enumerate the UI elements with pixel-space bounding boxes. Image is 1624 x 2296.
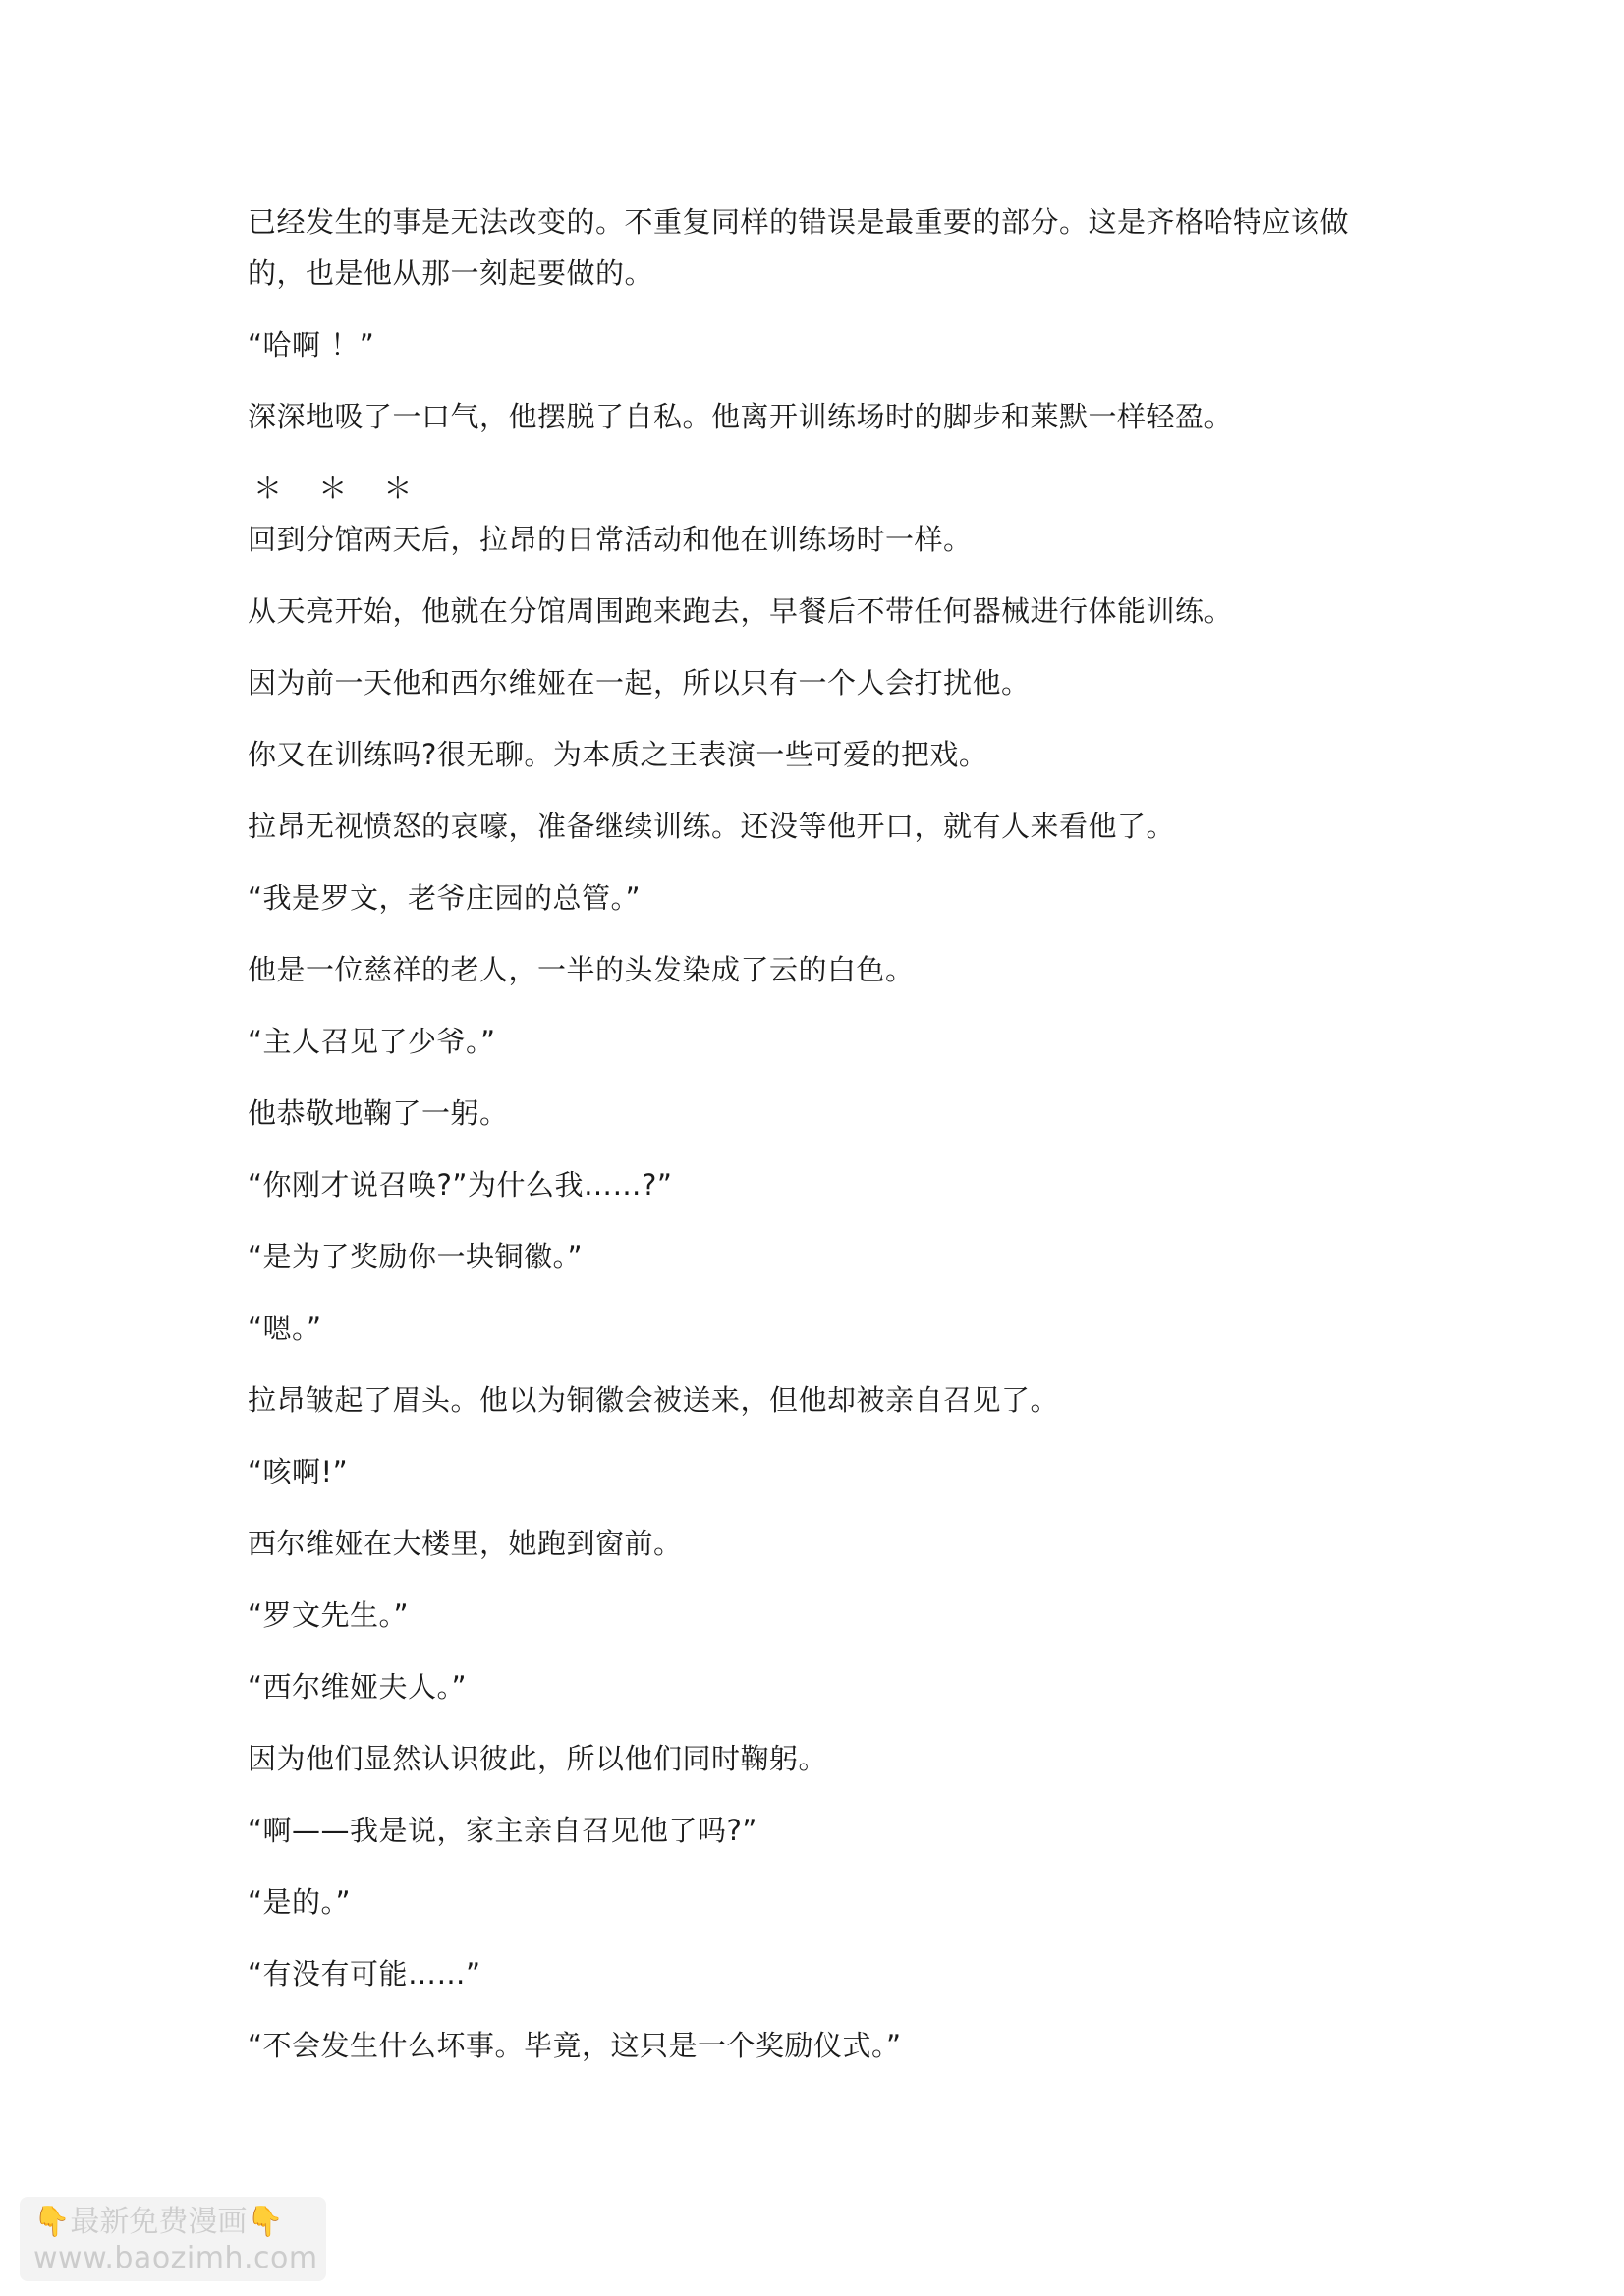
paragraph: “是的。”: [248, 1885, 352, 1919]
paragraph: “啊——我是说，家主亲自召见他了吗?”: [248, 1814, 757, 1847]
watermark-url: www.baozimh.com: [33, 2241, 318, 2275]
paragraph: 已经发生的事是无法改变的。不重复同样的错误是最重要的部分。这是齐格哈特应该做的，也是他从那一刻起要做的。: [248, 205, 1350, 290]
paragraph: “你刚才说召唤?”为什么我……?”: [248, 1168, 673, 1202]
paragraph: 从天亮开始，他就在分馆周围跑来跑去，早餐后不带任何器械进行体能训练。: [248, 594, 1234, 628]
paragraph: “嗯。”: [248, 1312, 322, 1345]
paragraph: “我是罗文，老爷庄园的总管。”: [248, 881, 642, 915]
paragraph: “是为了奖励你一块铜徽。”: [248, 1240, 584, 1273]
watermark-slogan: 最新免费漫画: [70, 2205, 248, 2239]
paragraph: “有没有可能……”: [248, 1957, 481, 1990]
paragraph: “哈啊 ！”: [248, 328, 375, 362]
paragraph: 拉昂无视愤怒的哀嚎，准备继续训练。还没等他开口，就有人来看他了。: [248, 810, 1176, 843]
paragraph: “不会发生什么坏事。毕竟，这只是一个奖励仪式。”: [248, 2029, 902, 2062]
paragraph: “罗文先生。”: [248, 1598, 410, 1632]
paragraph: “主人召见了少爷。”: [248, 1025, 496, 1058]
paragraph: 拉昂皱起了眉头。他以为铜徽会被送来，但他却被亲自召见了。: [248, 1383, 1060, 1417]
pointing-down-hand-icon: 👇: [247, 2205, 284, 2239]
paragraph: 因为前一天他和西尔维娅在一起，所以只有一个人会打扰他。: [248, 666, 1031, 700]
paragraph: 深深地吸了一口气，他摆脱了自私。他离开训练场时的脚步和莱默一样轻盈。: [248, 400, 1234, 433]
watermark-line1: [33, 2205, 284, 2240]
paragraph: “西尔维娅夫人。”: [248, 1670, 468, 1704]
paragraph: 你又在训练吗?很无聊。为本质之王表演一些可爱的把戏。: [248, 738, 988, 771]
paragraph: 因为他们显然认识彼此，所以他们同时鞠躬。: [248, 1742, 828, 1775]
paragraph: 回到分馆两天后，拉昂的日常活动和他在训练场时一样。: [248, 523, 973, 556]
paragraph: 西尔维娅在大楼里，她跑到窗前。: [248, 1527, 683, 1560]
pointing-down-hand-icon: 👇: [33, 2205, 71, 2239]
section-break: ＊ ＊ ＊: [253, 472, 426, 505]
paragraph: 他是一位慈祥的老人，一半的头发染成了云的白色。: [248, 953, 915, 986]
paragraph: “咳啊!”: [248, 1455, 349, 1488]
watermark-link[interactable]: [20, 2197, 326, 2281]
document-body: [248, 196, 1397, 2071]
paragraph: 他恭敬地鞠了一躬。: [248, 1096, 509, 1130]
